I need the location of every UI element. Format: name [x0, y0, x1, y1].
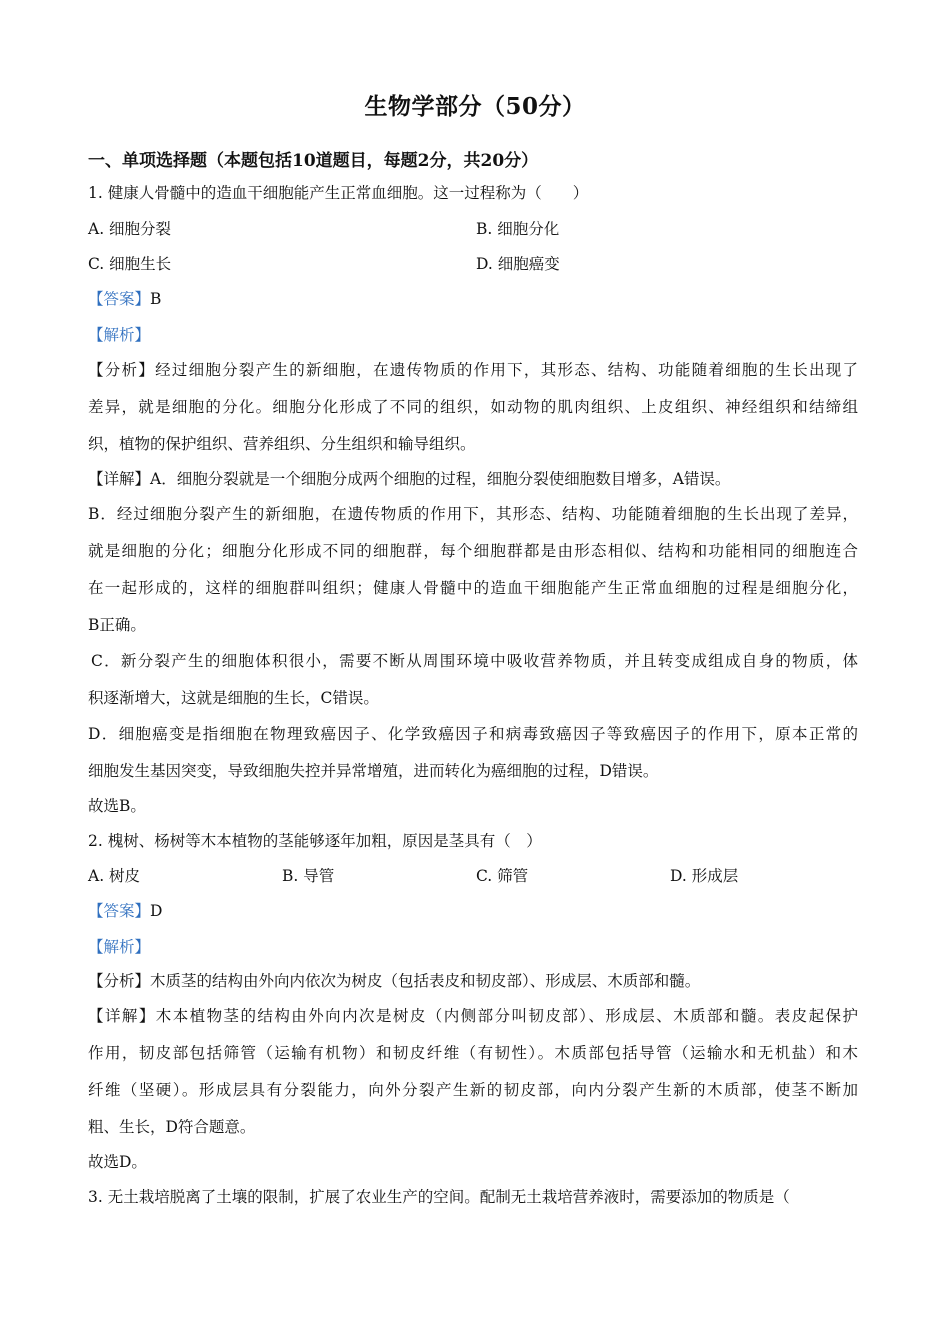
q1-c-line-2: 积逐渐增大，这就是细胞的生长，C错误。: [88, 689, 379, 707]
xiangjie-text: 木本植物茎的结构由外向内次是树皮（内侧部分叫韧皮部）、形成层、木质部和髓。表皮起保护: [155, 1007, 858, 1025]
q1-d-line-2: 细胞发生基因突变，导致细胞失控并异常增殖，进而转化为癌细胞的过程，D错误。: [88, 762, 659, 780]
q2-option-a: A. 树皮: [88, 867, 141, 885]
q2-fenxi-line: [88, 971, 858, 991]
section-heading: 一、单项选择题（本题包括10道题目，每题2分，共20分）: [88, 151, 539, 171]
q1-b-line-1: B．经过细胞分裂产生的新细胞，在遗传物质的作用下，其形态、结构、功能随着细胞的生长出现了差异，: [88, 505, 858, 523]
fenxi-tag: 【分析】: [88, 361, 156, 379]
q2-analysis-tag: 【解析】: [88, 938, 151, 956]
q1-fenxi-line-2: 差异，就是细胞的分化。细胞分化形成了不同的组织，如动物的肌肉组织、上皮组织、神经组织和结缔组: [88, 398, 858, 416]
q1-b-line-2: 就是细胞的分化；细胞分化形成不同的细胞群，每个细胞群都是由形态相似、结构和功能相同的细胞连合: [88, 542, 858, 560]
q1-analysis-tag: 【解析】: [88, 326, 151, 344]
q2-xiangjie-line-2: 作用，韧皮部包括筛管（运输有机物）和韧皮纤维（有韧性）。木质部包括导管（运输水和无机盐）和木: [88, 1044, 858, 1062]
fenxi-text: 经过细胞分裂产生的新细胞，在遗传物质的作用下，其形态、结构、功能随着细胞的生长出现了: [155, 361, 858, 379]
q1-fenxi-line-3: 织，植物的保护组织、营养组织、分生组织和输导组织。: [88, 435, 476, 453]
answer-tag: 【答案】: [88, 290, 151, 308]
xiangjie-text: A．细胞分裂就是一个细胞分成两个细胞的过程，细胞分裂使细胞数目增多，A错误。: [150, 470, 731, 488]
q1-b-line-3: 在一起形成的，这样的细胞群叫组织；健康人骨髓中的造血干细胞能产生正常血细胞的过程是细胞分化，: [88, 579, 858, 597]
q1-fenxi-line-1: [88, 360, 858, 380]
page-title: 生物学部分（50分）: [364, 93, 586, 120]
q1-c-line-1: C．新分裂产生的细胞体积很小，需要不断从周围环境中吸收营养物质，并且转变成组成自身的物质，体: [91, 652, 858, 670]
fenxi-tag: 【分析】: [88, 972, 151, 990]
q1-conclusion: 故选B。: [88, 797, 146, 815]
q1-option-d: D. 细胞癌变: [476, 255, 560, 273]
answer-value: B: [150, 290, 162, 308]
q1-d-line-1: D．细胞癌变是指细胞在物理致癌因子、化学致癌因子和病毒致癌因子等致癌因子的作用下，原本正常的: [88, 725, 858, 743]
q1-stem: 1. 健康人骨髓中的造血干细胞能产生正常血细胞。这一过程称为（ ）: [88, 184, 589, 202]
q1-xiangjie-line: [88, 469, 858, 489]
q2-answer: [88, 901, 858, 921]
q1-option-a: A. 细胞分裂: [88, 220, 172, 238]
q1-option-c: C. 细胞生长: [88, 255, 172, 273]
q2-stem: 2. 槐树、杨树等木本植物的茎能够逐年加粗，原因是茎具有（ ）: [88, 832, 542, 850]
xiangjie-tag: 【详解】: [88, 1007, 156, 1025]
fenxi-text: 木质茎的结构由外向内依次为树皮（包括表皮和韧皮部）、形成层、木质部和髓。: [150, 972, 701, 990]
answer-tag: 【答案】: [88, 902, 151, 920]
q2-option-b: B. 导管: [282, 867, 335, 885]
q1-answer: [88, 289, 858, 309]
q1-option-b: B. 细胞分化: [476, 220, 560, 238]
answer-value: D: [150, 902, 163, 920]
q1-b-line-4: B正确。: [88, 616, 146, 634]
q2-xiangjie-line-1: [88, 1006, 858, 1026]
q2-conclusion: 故选D。: [88, 1153, 147, 1171]
q2-option-d: D. 形成层: [670, 867, 739, 885]
q2-xiangjie-line-3: 纤维（坚硬）。形成层具有分裂能力，向外分裂产生新的韧皮部，向内分裂产生新的木质部，使茎不断加: [88, 1081, 858, 1099]
xiangjie-tag: 【详解】: [88, 470, 151, 488]
q3-stem: 3. 无土栽培脱离了土壤的限制，扩展了农业生产的空间。配制无土栽培营养液时，需要添加的物质是（: [88, 1188, 790, 1206]
q2-option-c: C. 筛管: [476, 867, 529, 885]
q2-xiangjie-line-4: 粗、生长，D符合题意。: [88, 1118, 256, 1136]
